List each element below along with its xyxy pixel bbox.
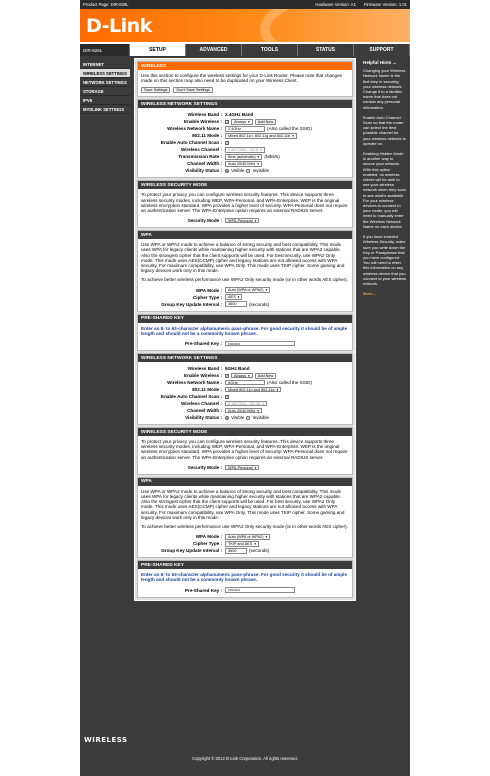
band-label: Wireless Band : xyxy=(187,112,222,118)
mode-select[interactable]: Mixed 802.11n and 802.11a ▾ xyxy=(225,387,281,393)
section-title: WPA xyxy=(138,478,352,486)
help-tip: Enabling Hidden Mode is another way to secure your network. With this option enabled, no wireless clients will be able to see your wireless network when they scan to see what's available. For your wireless devices to connect to your router, you will need to manually enter the Wireless Network Name on each device. xyxy=(363,151,406,229)
visible-label: Visible xyxy=(231,168,245,174)
section-title: WPA xyxy=(138,231,352,239)
section-title: WIRELESS xyxy=(138,62,352,70)
rate-unit: (Mbit/s) xyxy=(264,154,280,160)
psk-input[interactable]: ••••••••• xyxy=(225,587,295,593)
main-content xyxy=(134,58,356,601)
security-mode-select[interactable]: WPA-Personal ▾ xyxy=(225,218,259,224)
width-select[interactable]: Auto 20/40 MHz ▾ xyxy=(225,408,262,414)
network-settings-24-section xyxy=(137,99,353,178)
cipher-select[interactable]: TKIP and AES ▾ xyxy=(225,541,259,547)
cipher-label: Cipher Type : xyxy=(192,294,222,300)
width-label: Channel Width : xyxy=(187,407,222,413)
tab-setup[interactable]: SETUP xyxy=(130,44,186,56)
invisible-radio[interactable] xyxy=(246,416,250,420)
visible-radio[interactable] xyxy=(225,169,229,173)
visibility-label: Visibility Status : xyxy=(185,414,222,420)
width-select[interactable]: Auto 20/40 MHz ▾ xyxy=(225,161,262,167)
psk-desc: Enter an 8- to 63-character alphanumeric pass-phrase. For good security it should be of ample length and should not be a commonly known phrase. xyxy=(141,572,348,583)
cipher-label: Cipher Type : xyxy=(192,541,222,547)
help-more-link[interactable]: More... xyxy=(363,291,376,297)
width-label: Channel Width : xyxy=(187,161,222,167)
model-label: DIR-826L xyxy=(80,44,130,56)
interval-unit: (seconds) xyxy=(249,301,270,307)
psk-input[interactable]: ••••••••• xyxy=(225,341,295,347)
wpa-mode-label: WPA Mode : xyxy=(195,534,222,540)
brand-banner xyxy=(80,9,410,42)
section-title: WIRELESS NETWORK SETTINGS xyxy=(138,354,352,362)
rate-select[interactable]: Best (automatic) ▾ xyxy=(225,154,262,160)
wpa-mode-label: WPA Mode : xyxy=(195,287,222,293)
wpa-24-section xyxy=(137,230,353,311)
interval-label: Group Key Update Interval : xyxy=(161,301,222,307)
channel-select[interactable]: 2.437 GHz - CH 6 ▾ xyxy=(225,147,265,153)
psk-desc: Enter an 8- to 63-character alphanumeric pass-phrase. For good security it should be of ample length and should not be a commonly known phrase. xyxy=(141,325,348,336)
firmware-version: Firmware Version: 1.01 xyxy=(363,2,407,7)
sidebar-item-internet[interactable]: INTERNET xyxy=(80,60,130,69)
section-title: WIRELESS SECURITY MODE xyxy=(138,181,352,189)
psk-label: Pre-Shared Key : xyxy=(184,587,222,593)
footer-brand: WIRELESS xyxy=(84,736,128,744)
invisible-label: Invisible xyxy=(252,414,270,420)
security-mode-label: Security Mode : xyxy=(187,218,222,224)
psk-24-section xyxy=(137,314,353,351)
helpful-hints-panel xyxy=(360,58,409,730)
add-new-schedule-button[interactable]: Add New xyxy=(255,119,276,125)
channel-select[interactable]: 5.180 GHz - CH 36 ▾ xyxy=(225,401,267,407)
visible-radio[interactable] xyxy=(225,416,229,420)
channel-label: Wireless Channel : xyxy=(180,400,222,406)
wpa-mode-select[interactable]: Auto (WPA or WPA2) ▾ xyxy=(225,534,270,540)
channel-label: Wireless Channel : xyxy=(180,147,222,153)
dlink-logo: D-Link xyxy=(86,15,152,37)
wireless-intro-section xyxy=(137,61,353,97)
ssid-input[interactable]: 5GHz xyxy=(225,380,265,386)
band-value: 5GHz Band xyxy=(225,365,250,371)
help-title: Helpful Hints ... xyxy=(363,60,397,65)
auto-channel-checkbox[interactable]: ✓ xyxy=(226,394,229,399)
tab-tools[interactable]: TOOLS xyxy=(242,44,298,56)
rate-label: Transmission Rate : xyxy=(178,154,222,160)
band-label: Wireless Band : xyxy=(187,365,222,371)
wpa-desc-2: To achieve better wireless performance use WPA2 Only security mode (or in other words AES cipher). xyxy=(141,277,348,283)
ssid-input[interactable]: 2.4GHz xyxy=(225,126,265,132)
enable-wireless-label: Enable Wireless : xyxy=(184,372,222,378)
schedule-select[interactable]: Always ▾ xyxy=(231,373,253,379)
enable-wireless-checkbox[interactable]: ✓ xyxy=(226,373,229,378)
top-nav xyxy=(80,44,410,56)
cipher-select[interactable]: AES ▾ xyxy=(225,294,242,300)
security-mode-24-section xyxy=(137,180,353,228)
visible-label: Visible xyxy=(231,414,245,420)
wpa-mode-select[interactable]: Auto (WPA or WPA2) ▾ xyxy=(225,287,270,293)
auto-channel-label: Enable Auto Channel Scan : xyxy=(160,140,222,146)
enable-wireless-label: Enable Wireless : xyxy=(184,119,222,125)
schedule-select[interactable]: Always ▾ xyxy=(231,119,253,125)
wpa-desc: Use WPA or WPA2 mode to achieve a balance of strong security and best compatibility. This mode uses WPA for legacy clients while maintaining higher security with stations that are WPA2 capable. Also the strongest cipher that the client supports will be used. For best security, use WPA2 Only mode. This mode uses AES(CCMP) cipher and legacy stations are not allowed access with WPA security. For maximum compatibility, use WPA Only. This mode uses TKIP cipher. Some gaming and legacy devices work only in this mode. xyxy=(141,242,345,274)
hardware-version: Hardware Version: A1 xyxy=(315,2,356,7)
network-name-label: Wireless Network Name : xyxy=(167,126,222,132)
intro-text: Use this section to configure the wireless settings for your D-Link Router. Please note that changes made on this section may also need to be duplicated on your Wireless Client. xyxy=(141,73,342,84)
security-mode-select[interactable]: WPA-Personal ▾ xyxy=(225,465,259,471)
sidebar-item-storage[interactable]: STORAGE xyxy=(80,87,130,96)
security-desc: To protect your privacy you can configure wireless security features. This device supports three wireless security modes, including WEP, WPA-Personal, and WPA-Enterprise. WEP is the original wireless encryption standard. WPA provides a higher level of security. WPA-Personal does not require an authentication server. The WPA-Enterprise option requires an external RADIUS server. xyxy=(141,439,348,460)
copyright: Copyright © 2012 D-Link Corporation. All rights reserved. xyxy=(192,756,298,761)
section-title: PRE-SHARED KEY xyxy=(138,315,352,323)
tab-status[interactable]: STATUS xyxy=(298,44,354,56)
mode-label: 802.11 Mode : xyxy=(192,133,222,139)
network-name-label: Wireless Network Name : xyxy=(167,379,222,385)
top-info-bar xyxy=(80,0,410,9)
tab-advanced[interactable]: ADVANCED xyxy=(186,44,242,56)
security-mode-5-section xyxy=(137,427,353,475)
visibility-label: Visibility Status : xyxy=(185,168,222,174)
ssid-note: (Also called the SSID) xyxy=(267,126,312,132)
psk-label: Pre-Shared Key : xyxy=(184,340,222,346)
interval-input[interactable]: 3600 xyxy=(225,548,247,554)
section-title: WIRELESS SECURITY MODE xyxy=(138,428,352,436)
wpa-desc: Use WPA or WPA2 mode to achieve a balance of strong security and best compatibility. This mode uses WPA for legacy clients while maintaining higher security with stations that are WPA2 capable. Also the strongest cipher that the client supports will be used. For best security, use WPA2 Only mode. This mode uses AES(CCMP) cipher and legacy stations are not allowed access with WPA security. For maximum compatibility, use WPA Only. This mode uses TKIP cipher. Some gaming and legacy devices work only in this mode. xyxy=(141,488,345,520)
tab-support[interactable]: SUPPORT xyxy=(354,44,410,56)
router-frame xyxy=(80,0,410,776)
security-mode-label: Security Mode : xyxy=(187,464,222,470)
page-body xyxy=(80,56,410,776)
banner-swoosh xyxy=(260,9,410,42)
auto-channel-label: Enable Auto Channel Scan : xyxy=(160,393,222,399)
help-tip: If you have enabled Wireless Security, make sure you write down the Key or Passphrase that you have configured. You will need to enter this information on any wireless device that you connect to your wireless network. xyxy=(363,234,406,286)
sidebar-item-ipv6[interactable]: IPV6 xyxy=(80,96,130,105)
network-settings-5-section xyxy=(137,353,353,425)
help-tip: Enable Auto Channel Scan so that the router can select the best possible channel for your wireless network to operate on. xyxy=(363,114,406,146)
wpa-5-section xyxy=(137,477,353,558)
sidebar-item-network-settings[interactable]: NETWORK SETTINGS xyxy=(80,78,130,87)
dont-save-settings-button[interactable]: Don't Save Settings xyxy=(173,87,212,93)
sidebar-item-mydlink-settings[interactable]: MYDLINK SETTINGS xyxy=(80,105,130,114)
auto-channel-checkbox[interactable]: ✓ xyxy=(226,140,229,145)
interval-input[interactable]: 3600 xyxy=(225,301,247,307)
sidebar xyxy=(80,60,130,114)
invisible-label: Invisible xyxy=(252,168,270,174)
section-title: WIRELESS NETWORK SETTINGS xyxy=(138,100,352,108)
psk-5-section xyxy=(137,560,353,597)
add-new-schedule-button[interactable]: Add New xyxy=(255,373,276,379)
band-value: 2.4GHz Band xyxy=(225,112,254,118)
product-page-link[interactable]: Product Page: DIR-826L xyxy=(83,2,129,7)
save-settings-button[interactable]: Save Settings xyxy=(141,87,170,93)
mode-label: 802.11 Mode : xyxy=(192,386,222,392)
mode-select[interactable]: Mixed 802.11n, 802.11g and 802.11b ▾ xyxy=(225,133,297,139)
sidebar-item-wireless-settings[interactable]: WIRELESS SETTINGS xyxy=(80,69,130,78)
help-tip: Changing your Wireless Network Name is the first step in securing your wireless network. Change it to a familiar name that does not contain any personal information. xyxy=(363,68,406,110)
security-desc: To protect your privacy you can configure wireless security features. This device supports three wireless security modes, including WEP, WPA-Personal, and WPA-Enterprise. WEP is the original wireless encryption standard. WPA provides a higher level of security. WPA-Personal does not require an authentication server. The WPA-Enterprise option requires an external RADIUS server. xyxy=(141,192,348,214)
interval-label: Group Key Update Interval : xyxy=(161,548,222,554)
invisible-radio[interactable] xyxy=(246,169,250,173)
enable-wireless-checkbox[interactable]: ✓ xyxy=(226,119,229,124)
ssid-note: (Also called the SSID) xyxy=(267,379,312,385)
section-title: PRE-SHARED KEY xyxy=(138,561,352,569)
interval-unit: (seconds) xyxy=(249,548,270,554)
wpa-desc-2: To achieve better wireless performance use WPA2 Only security mode (or in other words AES cipher). xyxy=(141,524,348,530)
